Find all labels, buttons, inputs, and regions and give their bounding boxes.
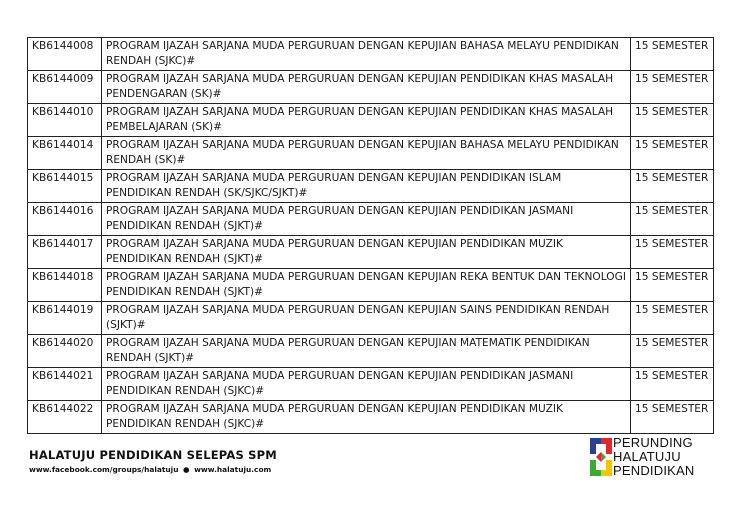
duration-cell: 15 SEMESTER	[631, 104, 714, 137]
logo-line-2: HALATUJU	[613, 449, 681, 464]
programme-code-cell: KB6144014	[28, 137, 102, 170]
programme-code-cell: KB6144021	[28, 368, 102, 401]
programme-name-cell: PROGRAM IJAZAH SARJANA MUDA PERGURUAN DENGAN KEPUJIAN PENDIDIKAN KHAS MASALAH PENDENGARAN (SK)#	[102, 71, 631, 104]
duration-cell: 15 SEMESTER	[631, 38, 714, 71]
logo-line-3: PENDIDIKAN	[613, 463, 695, 478]
programme-code-cell: KB6144010	[28, 104, 102, 137]
duration-cell: 15 SEMESTER	[631, 71, 714, 104]
programme-code-cell: KB6144016	[28, 203, 102, 236]
perunding-halatuju-logo	[590, 436, 720, 480]
programme-code-cell: KB6144015	[28, 170, 102, 203]
link-separator: ●	[183, 465, 190, 474]
programme-table-body	[28, 38, 714, 434]
duration-cell: 15 SEMESTER	[631, 401, 714, 434]
table-row	[28, 368, 714, 401]
table-row	[28, 269, 714, 302]
table-row	[28, 137, 714, 170]
duration-cell: 15 SEMESTER	[631, 335, 714, 368]
programme-code-cell: KB6144020	[28, 335, 102, 368]
programme-table	[27, 37, 714, 434]
programme-name-cell: PROGRAM IJAZAH SARJANA MUDA PERGURUAN DENGAN KEPUJIAN REKA BENTUK DAN TEKNOLOGI PENDIDIKAN RENDAH (SJKT)#	[102, 269, 631, 302]
programme-code-cell: KB6144017	[28, 236, 102, 269]
table-row	[28, 302, 714, 335]
duration-cell: 15 SEMESTER	[631, 203, 714, 236]
table-row	[28, 203, 714, 236]
facebook-link[interactable]: www.facebook.com/groups/halatuju	[29, 465, 179, 474]
programme-name-cell: PROGRAM IJAZAH SARJANA MUDA PERGURUAN DENGAN KEPUJIAN PENDIDIKAN JASMANI PENDIDIKAN RENDAH (SJKT)#	[102, 203, 631, 236]
programme-code-cell: KB6144018	[28, 269, 102, 302]
table-row	[28, 335, 714, 368]
duration-cell: 15 SEMESTER	[631, 170, 714, 203]
duration-cell: 15 SEMESTER	[631, 137, 714, 170]
table-row	[28, 71, 714, 104]
table-row	[28, 401, 714, 434]
programme-name-cell: PROGRAM IJAZAH SARJANA MUDA PERGURUAN DENGAN KEPUJIAN BAHASA MELAYU PENDIDIKAN RENDAH (SK)#	[102, 137, 631, 170]
duration-cell: 15 SEMESTER	[631, 368, 714, 401]
table-row	[28, 38, 714, 71]
footer-title: HALATUJU PENDIDIKAN SELEPAS SPM	[29, 448, 277, 462]
duration-cell: 15 SEMESTER	[631, 236, 714, 269]
logo-line-1: PERUNDING	[613, 435, 693, 450]
programme-name-cell: PROGRAM IJAZAH SARJANA MUDA PERGURUAN DENGAN KEPUJIAN PENDIDIKAN ISLAM PENDIDIKAN RENDAH (SK/SJKC/SJKT)#	[102, 170, 631, 203]
website-link[interactable]: www.halatuju.com	[194, 465, 272, 474]
programme-code-cell: KB6144008	[28, 38, 102, 71]
programme-name-cell: PROGRAM IJAZAH SARJANA MUDA PERGURUAN DENGAN KEPUJIAN MATEMATIK PENDIDIKAN RENDAH (SJKT)#	[102, 335, 631, 368]
duration-cell: 15 SEMESTER	[631, 269, 714, 302]
programme-code-cell: KB6144019	[28, 302, 102, 335]
duration-cell: 15 SEMESTER	[631, 302, 714, 335]
programme-name-cell: PROGRAM IJAZAH SARJANA MUDA PERGURUAN DENGAN KEPUJIAN PENDIDIKAN MUZIK PENDIDIKAN RENDAH (SJKC)#	[102, 401, 631, 434]
logo-arrows-icon	[590, 438, 612, 476]
logo-wordmark	[613, 436, 694, 478]
programme-name-cell: PROGRAM IJAZAH SARJANA MUDA PERGURUAN DENGAN KEPUJIAN BAHASA MELAYU PENDIDIKAN RENDAH (SJKC)#	[102, 38, 631, 71]
programme-code-cell: KB6144009	[28, 71, 102, 104]
programme-name-cell: PROGRAM IJAZAH SARJANA MUDA PERGURUAN DENGAN KEPUJIAN PENDIDIKAN MUZIK PENDIDIKAN RENDAH (SJKT)#	[102, 236, 631, 269]
programme-name-cell: PROGRAM IJAZAH SARJANA MUDA PERGURUAN DENGAN KEPUJIAN PENDIDIKAN KHAS MASALAH PEMBELAJARAN (SK)#	[102, 104, 631, 137]
programme-name-cell: PROGRAM IJAZAH SARJANA MUDA PERGURUAN DENGAN KEPUJIAN SAINS PENDIDIKAN RENDAH (SJKT)#	[102, 302, 631, 335]
programme-name-cell: PROGRAM IJAZAH SARJANA MUDA PERGURUAN DENGAN KEPUJIAN PENDIDIKAN JASMANI PENDIDIKAN RENDAH (SJKC)#	[102, 368, 631, 401]
table-row	[28, 104, 714, 137]
table-row	[28, 170, 714, 203]
programme-code-cell: KB6144022	[28, 401, 102, 434]
table-row	[28, 236, 714, 269]
footer-links	[29, 465, 271, 474]
